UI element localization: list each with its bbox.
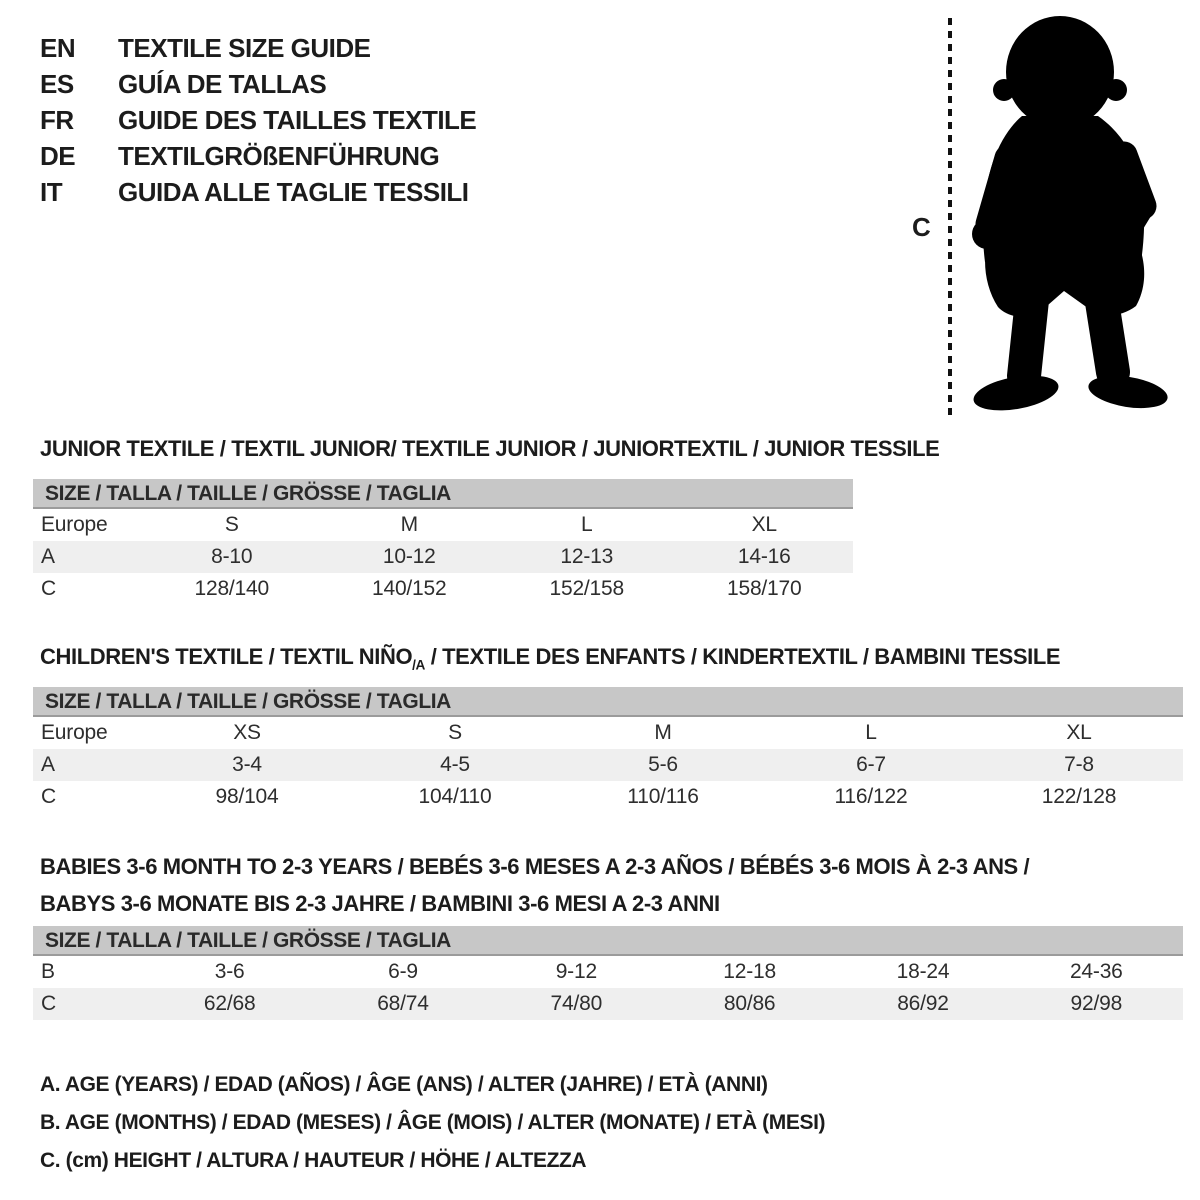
babies-cell: 62/68 (143, 988, 316, 1020)
children-cell: 104/110 (418, 785, 492, 808)
babies-cell: 74/80 (490, 988, 663, 1020)
junior-cell: 128/140 (194, 577, 269, 600)
junior-row-a (33, 541, 853, 573)
children-cell: 5-6 (559, 749, 767, 781)
children-col-header: M (654, 721, 672, 744)
babies-size-header-bar: SIZE / TALLA / TAILLE / GRÖSSE / TAGLIA (33, 926, 1183, 956)
junior-col-header: S (224, 513, 239, 536)
babies-row-b (33, 956, 1183, 988)
junior-cell: 152/158 (549, 577, 624, 600)
babies-section-heading (40, 848, 1029, 922)
junior-cell: 140/152 (371, 577, 447, 600)
children-row-a-label: A (33, 749, 143, 781)
babies-cell: 9-12 (555, 960, 597, 983)
lang-row-de (40, 138, 476, 174)
children-col-header: S (448, 721, 462, 744)
language-title-block (40, 30, 476, 210)
junior-row-c (33, 573, 853, 605)
height-measure-c-label: C (912, 212, 931, 242)
junior-cell: 158/170 (726, 577, 802, 600)
junior-col-header: XL (751, 513, 777, 536)
children-col-header: L (865, 721, 877, 744)
lang-code-it: IT (40, 176, 63, 207)
babies-heading-line1: BABIES 3-6 MONTH TO 2-3 YEARS / BEBÉS 3-6 MESES A 2-3 AÑOS / BÉBÉS 3-6 MOIS À 2-3 ANS / (40, 854, 1030, 879)
children-cell: 7-8 (975, 749, 1183, 781)
children-cell: 98/104 (215, 785, 279, 808)
height-measure-dashed-line (948, 18, 952, 416)
children-cell: 116/122 (834, 785, 908, 808)
legend-line-b: B. AGE (MONTHS) / EDAD (MESES) / ÂGE (MOIS) / ALTER (MONATE) / ETÀ (MESI) (40, 1111, 826, 1134)
babies-cell: 68/74 (316, 988, 489, 1020)
children-row-c-label: C (41, 785, 56, 808)
lang-row-it (40, 174, 476, 210)
babies-row-c (33, 988, 1183, 1020)
children-col-header: XS (233, 721, 261, 744)
junior-cell: 10-12 (321, 541, 499, 573)
children-size-table (33, 687, 1183, 813)
legend-line-c: C. (cm) HEIGHT / ALTURA / HAUTEUR / HÖHE / ALTEZZA (40, 1149, 587, 1172)
junior-row-a-label: A (33, 541, 143, 573)
lang-label-de: TEXTILGRÖßENFÜHRUNG (118, 140, 440, 171)
babies-cell: 18-24 (896, 960, 950, 983)
legend-line-a: A. AGE (YEARS) / EDAD (AÑOS) / ÂGE (ANS) / ALTER (JAHRE) / ETÀ (ANNI) (40, 1073, 768, 1096)
babies-cell: 24-36 (1069, 960, 1123, 983)
lang-label-it: GUIDA ALLE TAGLIE TESSILI (118, 176, 469, 207)
junior-col-header: M (400, 513, 418, 536)
junior-cell: 12-13 (498, 541, 676, 573)
junior-row-c-label: C (41, 577, 56, 600)
lang-code-en: EN (40, 32, 76, 63)
children-region-label: Europe (41, 721, 108, 744)
children-cell: 4-5 (351, 749, 559, 781)
babies-cell: 86/92 (836, 988, 1009, 1020)
lang-label-fr: GUIDE DES TAILLES TEXTILE (118, 104, 477, 135)
babies-cell: 12-18 (723, 960, 776, 983)
junior-cell: 8-10 (143, 541, 321, 573)
lang-code-fr: FR (40, 104, 74, 135)
junior-size-header-bar: SIZE / TALLA / TAILLE / GRÖSSE / TAGLIA (33, 479, 853, 509)
children-heading-part2: / TEXTILE DES ENFANTS / KINDERTEXTIL / BAMBINI TESSILE (425, 644, 1061, 669)
junior-col-header: L (581, 513, 593, 536)
children-size-header-bar: SIZE / TALLA / TAILLE / GRÖSSE / TAGLIA (33, 687, 1183, 717)
children-columns-row (33, 717, 1183, 749)
babies-cell: 3-6 (214, 960, 245, 983)
junior-cell: 14-16 (676, 541, 854, 573)
children-cell: 110/116 (627, 785, 699, 808)
children-section-heading (40, 644, 1060, 672)
babies-heading-line2: BABYS 3-6 MONATE BIS 2-3 JAHRE / BAMBINI 3-6 MESI A 2-3 ANNI (40, 891, 720, 916)
children-row-a (33, 749, 1183, 781)
children-col-header: XL (1066, 721, 1092, 744)
lang-row-es (40, 66, 476, 102)
children-row-c (33, 781, 1183, 813)
measure-legend (40, 1066, 825, 1180)
lang-row-fr (40, 102, 476, 138)
babies-cell: 6-9 (388, 960, 418, 983)
babies-row-c-label: C (33, 988, 143, 1020)
babies-row-b-label: B (41, 960, 55, 983)
lang-code-es: ES (40, 68, 74, 99)
lang-code-de: DE (40, 140, 76, 171)
lang-label-en: TEXTILE SIZE GUIDE (118, 32, 371, 63)
toddler-silhouette-icon (956, 10, 1168, 418)
junior-size-table (33, 479, 853, 605)
junior-section-heading: JUNIOR TEXTILE / TEXTIL JUNIOR/ TEXTILE JUNIOR / JUNIORTEXTIL / JUNIOR TESSILE (40, 436, 940, 461)
children-cell: 3-4 (143, 749, 351, 781)
junior-region-label: Europe (41, 513, 108, 536)
babies-size-table (33, 926, 1183, 1020)
lang-row-en (40, 30, 476, 66)
babies-cell: 80/86 (663, 988, 836, 1020)
babies-cell: 92/98 (1010, 988, 1183, 1020)
children-heading-subscript: /A (412, 657, 425, 673)
junior-columns-row (33, 509, 853, 541)
lang-label-es: GUÍA DE TALLAS (118, 68, 327, 99)
children-cell: 6-7 (767, 749, 975, 781)
children-heading-part1: CHILDREN'S TEXTILE / TEXTIL NIÑO (40, 644, 413, 669)
children-cell: 122/128 (1041, 785, 1117, 808)
